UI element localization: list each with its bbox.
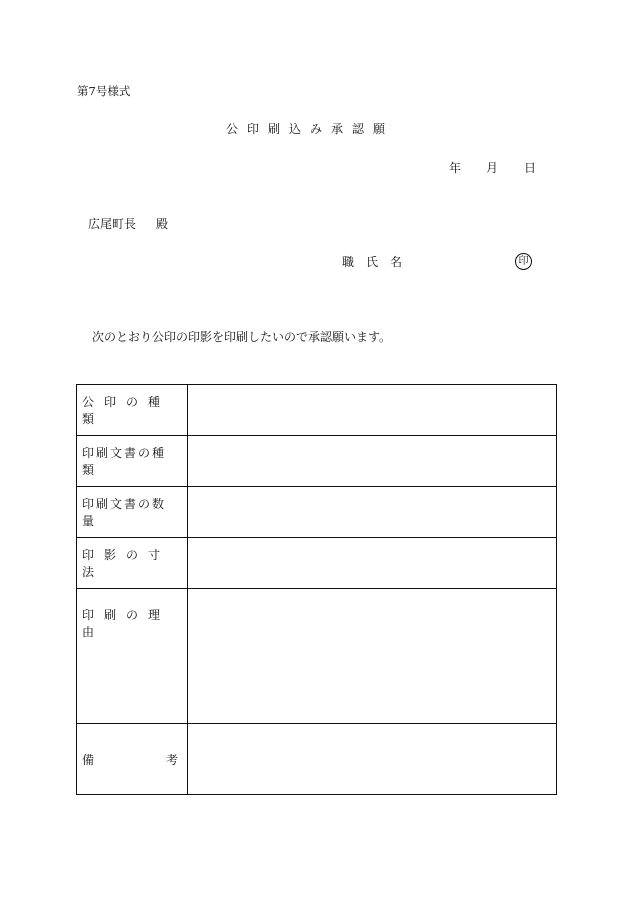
printing-reason-field[interactable] [187, 589, 556, 724]
document-quantity-field[interactable] [187, 487, 556, 538]
imprint-dimensions-field[interactable] [187, 538, 556, 589]
addressee-honorific: 殿 [156, 217, 169, 231]
seal-mark-icon: 印 [515, 253, 532, 270]
seal-type-label: 公印の種類 [82, 395, 171, 426]
row-label-cell [77, 385, 188, 436]
date-month-label: 月 [486, 161, 499, 175]
date-line [449, 162, 536, 174]
form-number: 第7号様式 [77, 84, 131, 98]
applicant-name-label: 職氏名 [342, 255, 415, 269]
row-label-cell [77, 589, 188, 724]
document-type-label: 印刷文書の種類 [82, 446, 167, 477]
request-text: 次のとおり公印の印影を印刷したいので承認願います。 [92, 330, 392, 344]
table-row [77, 538, 557, 589]
row-label-cell [77, 487, 188, 538]
addressee [88, 218, 168, 230]
row-label-cell [77, 436, 188, 487]
remarks-label-left: 備 [82, 752, 95, 767]
seal-type-field[interactable] [187, 385, 556, 436]
table-row [77, 436, 557, 487]
date-year-label: 年 [449, 161, 462, 175]
table-row [77, 487, 557, 538]
document-type-field[interactable] [187, 436, 556, 487]
table-row [77, 385, 557, 436]
remarks-label [82, 751, 178, 768]
printing-reason-label: 印刷の理由 [82, 608, 171, 639]
remarks-label-right: 考 [165, 752, 178, 767]
document-title: 公印刷込み承認願 [226, 122, 395, 136]
date-day-label: 日 [524, 161, 537, 175]
remarks-field[interactable] [187, 724, 556, 795]
row-label-cell [77, 724, 188, 795]
document-quantity-label: 印刷文書の数量 [82, 497, 167, 528]
table-row [77, 589, 557, 724]
addressee-name: 広尾町長 [88, 217, 137, 231]
table-row [77, 724, 557, 795]
imprint-dimensions-label: 印影の寸法 [82, 548, 171, 579]
application-table [76, 384, 557, 795]
row-label-cell [77, 538, 188, 589]
